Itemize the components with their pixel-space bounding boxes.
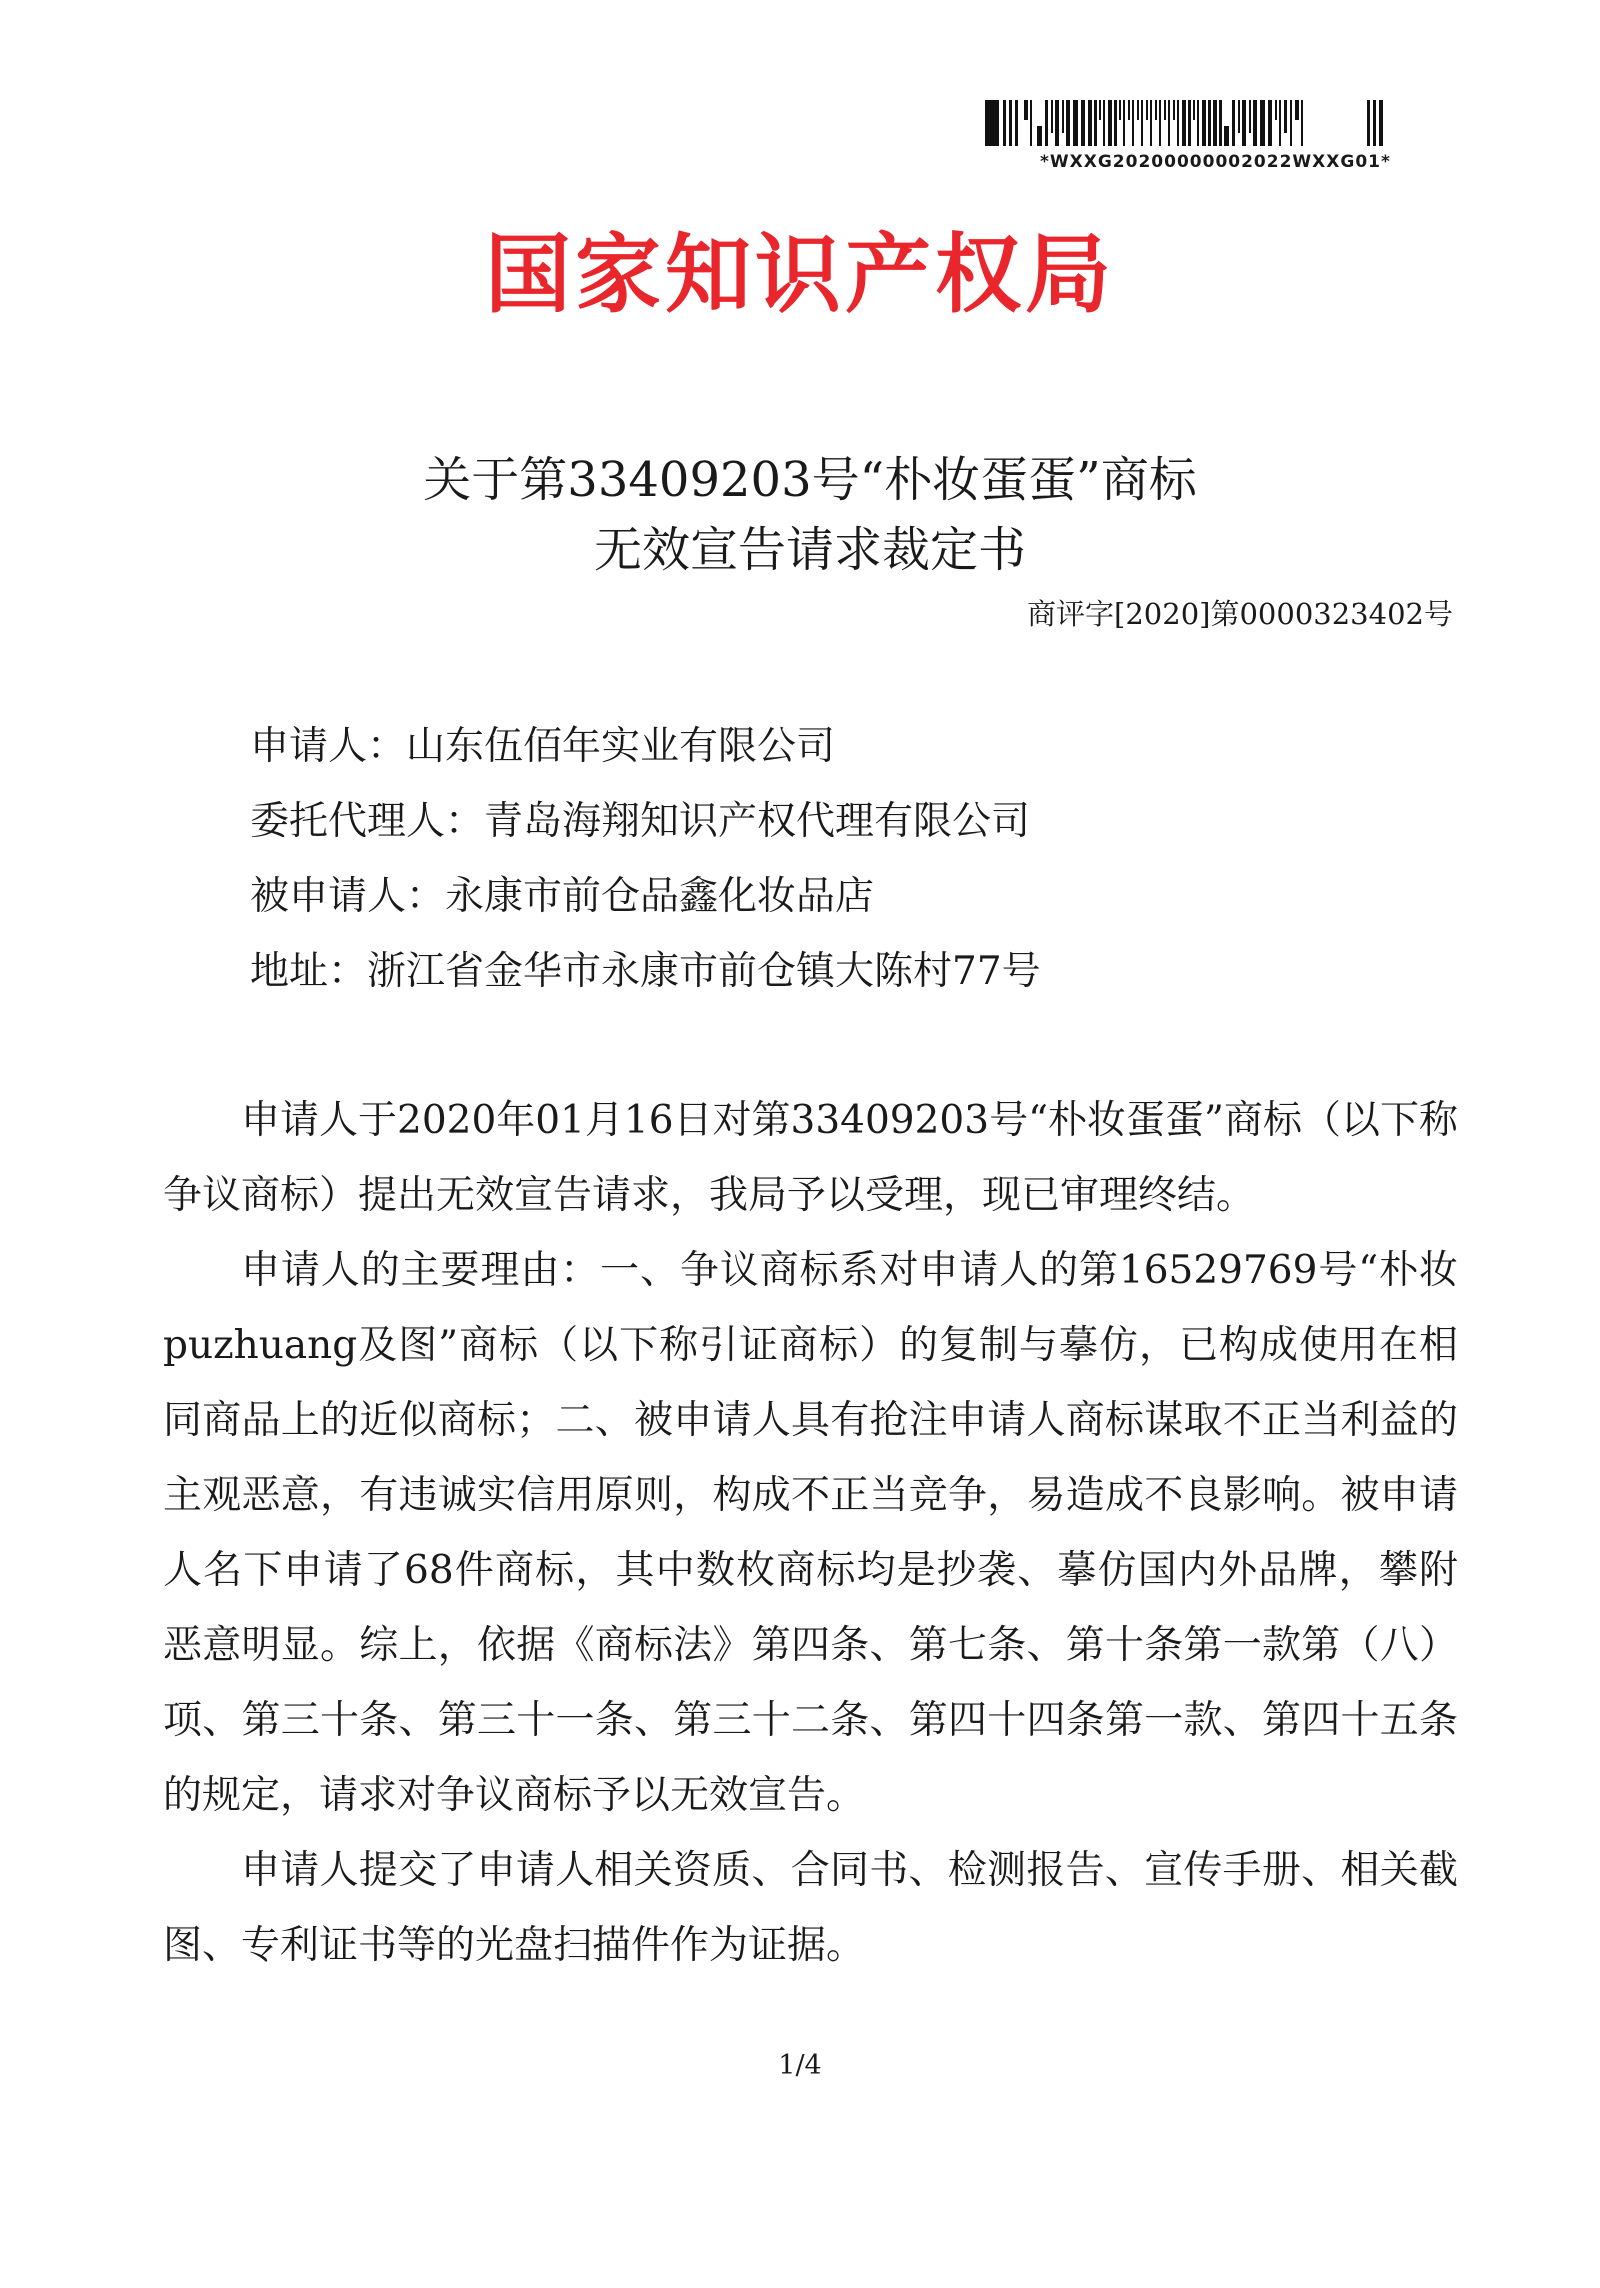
party-respondent: 被申请人：永康市前仓品鑫化妆品店	[250, 874, 875, 919]
document-body	[163, 1083, 1458, 1983]
party-address: 地址：浙江省金华市永康市前仓镇大陈村77号	[250, 949, 1041, 994]
paragraph: 申请人提交了申请人相关资质、合同书、检测报告、宣传手册、相关截图、专利证书等的光盘扫描件作为证据。	[163, 1848, 1458, 1968]
barcode	[985, 100, 1425, 172]
barcode-text: *WXXG20200000002022WXXG01*	[1040, 152, 1391, 172]
document-number: 商评字[2020]第0000323402号	[1027, 597, 1453, 631]
document-title-line1: 关于第33409203号“朴妆蛋蛋”商标	[423, 452, 1197, 508]
party-agent: 委托代理人：青岛海翔知识产权代理有限公司	[250, 799, 1031, 844]
party-applicant: 申请人：山东伍佰年实业有限公司	[250, 724, 836, 769]
barcode-image	[985, 100, 1385, 146]
agency-header: 国家知识产权局	[485, 225, 1115, 325]
paragraph: 申请人的主要理由：一、争议商标系对申请人的第16529769号“朴妆puzhuang及图”商标（以下称引证商标）的复制与摹仿，已构成使用在相同商品上的近似商标；二、被申请人具有抢注申请人商标谋取不正当利益的主观恶意，有违诚实信用原则，构成不正当竞争，易造成不良影响。被申请人名下申请了68件商标，其中数枚商标均是抄袭、摹仿国内外品牌，攀附恶意明显。综上，依据《商标法》第四条、第七条、第十条第一款第（八）项、第三十条、第三十一条、第三十二条、第四十四条第一款、第四十五条的规定，请求对争议商标予以无效宣告。	[163, 1248, 1458, 1818]
paragraph: 申请人于2020年01月16日对第33409203号“朴妆蛋蛋”商标（以下称争议商标）提出无效宣告请求，我局予以受理，现已审理终结。	[163, 1098, 1458, 1218]
page-number: 1/4	[778, 2050, 822, 2081]
document-title-line2: 无效宣告请求裁定书	[593, 522, 1026, 578]
